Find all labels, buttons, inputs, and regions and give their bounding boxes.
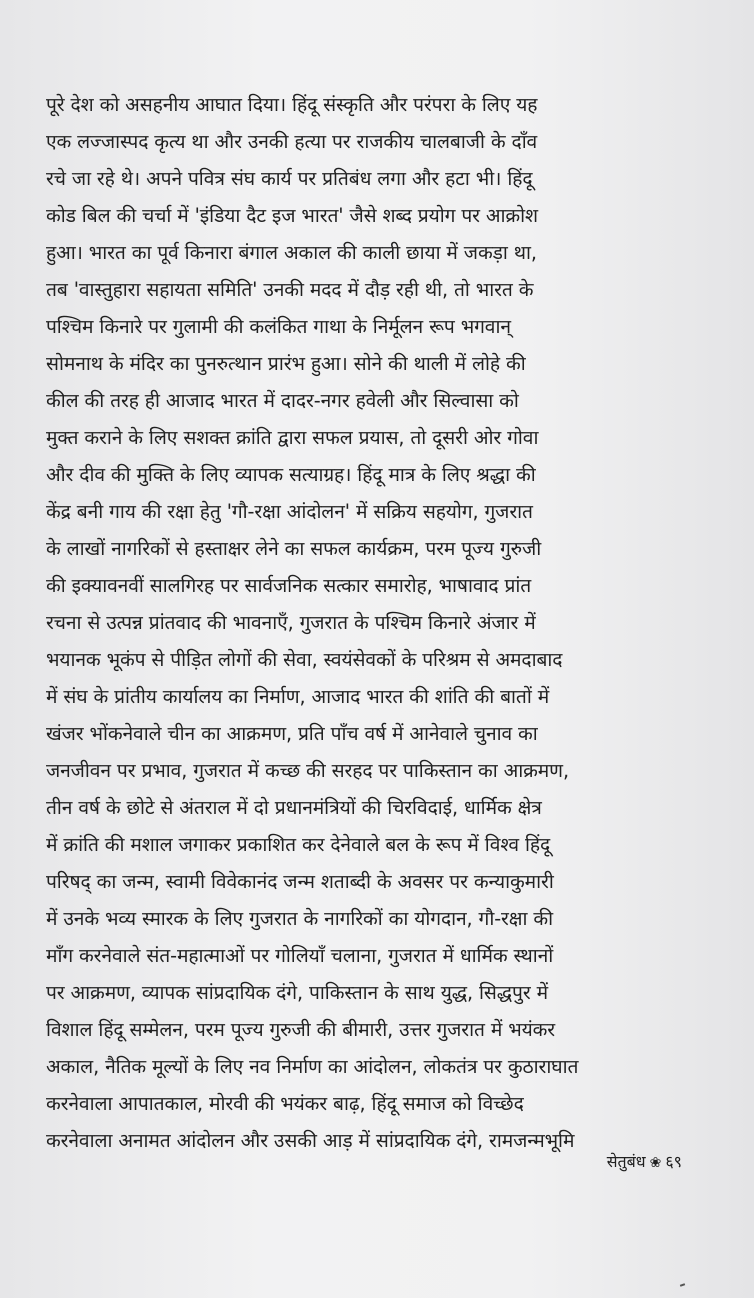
page-footer	[607, 1150, 682, 1172]
text-line: की इक्यावनवीं सालगिरह पर सार्वजनिक सत्कार समारोह, भाषावाद प्रांत	[46, 574, 532, 597]
text-line: खंजर भोंकनेवाले चीन का आक्रमण, प्रति पाँच वर्ष में आनेवाले चुनाव का	[46, 722, 538, 745]
text-line: अकाल, नैतिक मूल्यों के लिए नव निर्माण का आंदोलन, लोकतंत्र पर कुठाराघात	[46, 1055, 579, 1078]
text-line: तीन वर्ष के छोटे से अंतराल में दो प्रधानमंत्रियों की चिरविदाई, धार्मिक क्षेत्र	[46, 796, 542, 819]
text-line: सोमनाथ के मंदिर का पुनरुत्थान प्रारंभ हुआ। सोने की थाली में लोहे की	[46, 352, 526, 375]
text-line: पर आक्रमण, व्यापक सांप्रदायिक दंगे, पाकिस्तान के साथ युद्ध, सिद्धपुर में	[46, 981, 548, 1004]
text-line: भयानक भूकंप से पीड़ित लोगों की सेवा, स्वयंसेवकों के परिश्रम से अमदाबाद	[46, 648, 563, 671]
text-line: जनजीवन पर प्रभाव, गुजरात में कच्छ की सरहद पर पाकिस्तान का आक्रमण,	[46, 759, 569, 782]
text-line: करनेवाला अनामत आंदोलन और उसकी आड़ में सांप्रदायिक दंगे, रामजन्मभूमि	[46, 1129, 575, 1152]
text-line: मुक्त कराने के लिए सशक्त क्रांति द्वारा सफल प्रयास, तो दूसरी ओर गोवा	[46, 426, 539, 449]
body-text	[46, 86, 686, 1159]
text-line: माँग करनेवाले संत-महात्माओं पर गोलियाँ चलाना, गुजरात में धार्मिक स्थानों	[46, 944, 554, 967]
text-line: करनेवाला आपातकाल, मोरवी की भयंकर बाढ़, हिंदू समाज को विच्छेद	[46, 1092, 524, 1115]
text-line: में संघ के प्रांतीय कार्यालय का निर्माण, आजाद भारत की शांति की बातों में	[46, 685, 550, 708]
text-line: कोड बिल की चर्चा में 'इंडिया दैट इज भारत' जैसे शब्द प्रयोग पर आक्रोश	[46, 204, 538, 227]
text-line: परिषद् का जन्म, स्वामी विवेकानंद जन्म शताब्दी के अवसर पर कन्याकुमारी	[46, 870, 554, 893]
text-line: पश्चिम किनारे पर गुलामी की कलंकित गाथा के निर्मूलन रूप भगवान्	[46, 315, 511, 338]
page-number: ६९	[665, 1152, 682, 1171]
text-line: विशाल हिंदू सम्मेलन, परम पूज्य गुरुजी की बीमारी, उत्तर गुजरात में भयंकर	[46, 1018, 556, 1041]
text-line: और दीव की मुक्ति के लिए व्यापक सत्याग्रह। हिंदू मात्र के लिए श्रद्धा की	[46, 463, 536, 486]
text-line: तब 'वास्तुहारा सहायता समिति' उनकी मदद में दौड़ रही थी, तो भारत के	[46, 278, 534, 301]
text-line: कील की तरह ही आजाद भारत में दादर-नगर हवेली और सिल्वासा को	[46, 389, 519, 412]
text-line: रचना से उत्पन्न प्रांतवाद की भावनाएँ, गुजरात के पश्चिम किनारे अंजार में	[46, 611, 536, 634]
text-line: रचे जा रहे थे। अपने पवित्र संघ कार्य पर प्रतिबंध लगा और हटा भी। हिंदू	[46, 167, 533, 190]
text-line: में उनके भव्य स्मारक के लिए गुजरात के नागरिकों का योगदान, गौ-रक्षा की	[46, 907, 554, 930]
running-title: सेतुबंध	[606, 1152, 646, 1171]
text-line: केंद्र बनी गाय की रक्षा हेतु 'गौ-रक्षा आंदोलन' में सक्रिय सहयोग, गुजरात	[46, 500, 533, 523]
text-line: के लाखों नागरिकों से हस्ताक्षर लेने का सफल कार्यक्रम, परम पूज्य गुरुजी	[46, 537, 542, 560]
text-line: एक लज्जास्पद कृत्य था और उनकी हत्या पर राजकीय चालबाजी के दाँव	[46, 130, 538, 153]
paper-speck	[680, 1283, 685, 1287]
text-line: पूरे देश को असहनीय आघात दिया। हिंदू संस्कृति और परंपरा के लिए यह	[46, 93, 538, 116]
text-line: हुआ। भारत का पूर्व किनारा बंगाल अकाल की काली छाया में जकड़ा था,	[46, 241, 537, 264]
ornament-icon: ❀	[649, 1155, 662, 1171]
text-line: में क्रांति की मशाल जगाकर प्रकाशित कर देनेवाले बल के रूप में विश्व हिंदू	[46, 833, 551, 856]
